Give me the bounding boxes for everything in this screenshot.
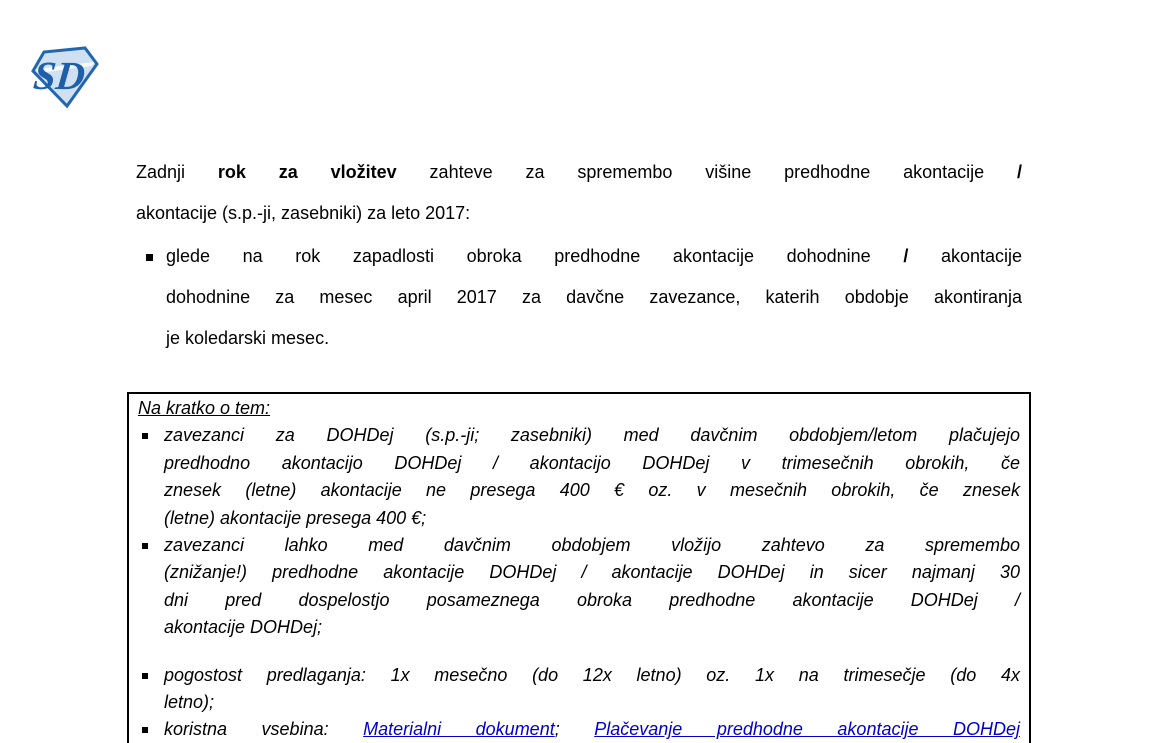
text-line — [166, 277, 1022, 318]
summary-bullet-text — [164, 662, 1020, 717]
text-line — [164, 662, 1020, 689]
bullet-square-icon — [142, 673, 148, 679]
text-part: zahteve za spremembo višine predhodne akontacije — [396, 162, 1017, 182]
text-part: pogostost predlaganja: 1x mesečno (do 12x letno) oz. 1x na trimesečje (do 4x — [164, 664, 1020, 685]
text-part: akontacije (s.p.-ji, zasebniki) za leto 2017: — [136, 203, 471, 223]
text-line — [164, 422, 1020, 449]
logo-letters: SD — [31, 53, 88, 98]
text-line — [164, 505, 1020, 532]
text-line — [164, 689, 1020, 716]
bullet-square-icon — [142, 433, 148, 439]
text-part: glede na rok zapadlosti obroka predhodne akontacije dohodnine — [166, 246, 904, 266]
summary-list-item — [138, 662, 1020, 717]
text-part: zavezanci lahko med davčnim obdobjem vložijo zahtevo za spremembo — [164, 535, 1020, 556]
text-line — [166, 236, 1022, 277]
text-part: (letne) akontacije presega 400 €; — [164, 507, 427, 528]
text-line — [164, 450, 1020, 477]
text-part: dni pred dospelostjo posameznega obroka predhodne akontacije DOHDej / — [164, 589, 1020, 610]
text-part: / — [903, 246, 909, 266]
materialni-dokument-link[interactable]: Materialni dokument — [363, 719, 555, 740]
text-line — [136, 152, 1022, 193]
bullet-square-icon — [142, 543, 148, 549]
text-part: akontacije DOHDej; — [164, 617, 323, 638]
text-line — [164, 559, 1020, 586]
text-part: letno); — [164, 692, 215, 713]
text-line — [164, 614, 1020, 641]
text-part: ; — [554, 719, 595, 740]
summary-bullet-text — [164, 532, 1020, 642]
text-part: rok za vložitev — [217, 162, 397, 182]
bullet-square-icon — [146, 254, 153, 261]
text-part: zavezanci za DOHDej (s.p.-ji; zasebniki) med davčnim obdobjem/letom plačujejo — [164, 425, 1020, 446]
text-part: je koledarski mesec. — [166, 328, 330, 348]
summary-list-item — [138, 422, 1020, 532]
placevanje-predhodne-akontacije-link[interactable]: Plačevanje predhodne akontacije DOHDej — [594, 719, 1020, 740]
text-part: predhodno akontacijo DOHDej / akontacijo DOHDej v trimesečnih obrokih, če — [164, 452, 1020, 473]
text-part: dohodnine za mesec april 2017 za davčne zavezance, katerih obdobje akontiranja — [166, 287, 1022, 307]
text-part: Zadnji — [136, 162, 218, 182]
text-line — [164, 716, 1020, 743]
text-line — [136, 193, 1022, 234]
text-line — [166, 318, 1022, 359]
text-part: / — [1017, 162, 1023, 182]
sd-logo — [30, 45, 100, 109]
summary-box-title: Na kratko o tem: — [138, 398, 271, 418]
summary-list-item — [138, 532, 1020, 642]
text-line — [164, 477, 1020, 504]
text-line — [164, 532, 1020, 559]
intro-bullet-text — [166, 236, 1022, 359]
summary-bullet-text — [164, 716, 1020, 743]
text-line — [164, 587, 1020, 614]
text-part: koristna vsebina: — [164, 719, 364, 740]
summary-bullet-text — [164, 422, 1020, 532]
text-part: (znižanje!) predhodne akontacije DOHDej / akontacije DOHDej in sicer najmanj 30 — [164, 562, 1020, 583]
text-part: znesek (letne) akontacije ne presega 400 € oz. v mesečnih obrokih, če znesek — [164, 480, 1020, 501]
summary-list-item — [138, 716, 1020, 743]
intro-paragraph — [136, 152, 1022, 234]
summary-box — [127, 392, 1031, 743]
text-part: akontacije — [908, 246, 1022, 266]
bullet-square-icon — [142, 727, 148, 733]
intro-list-item — [136, 236, 1022, 359]
